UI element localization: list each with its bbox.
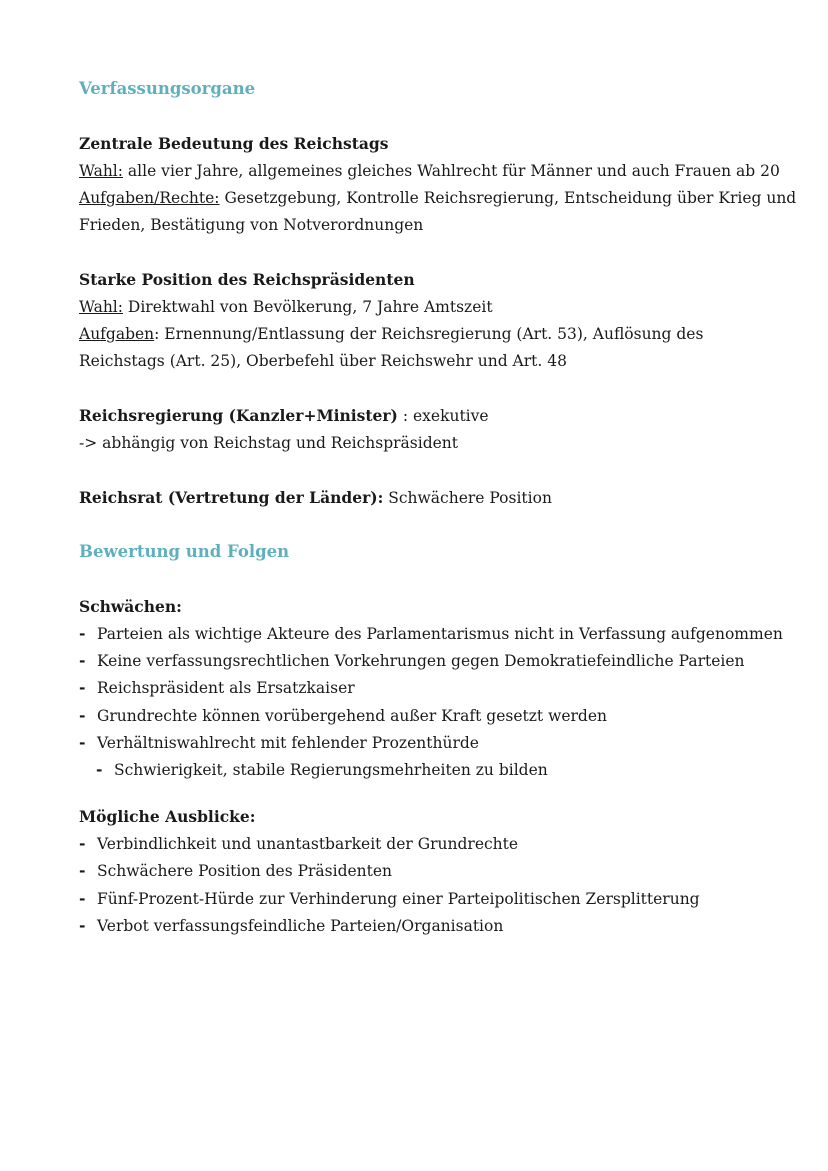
regierung-detail: -> abhängig von Reichstag und Reichspräsident bbox=[79, 434, 459, 452]
reichstag-wahl bbox=[79, 161, 780, 181]
reichstag-wahl-label: Wahl: bbox=[79, 162, 123, 180]
praesident-aufgaben-label: Aufgaben bbox=[79, 325, 155, 343]
reichsrat-title: Reichsrat (Vertretung der Länder): bbox=[79, 488, 384, 507]
section-heading-verfassungsorgane: Verfassungsorgane bbox=[79, 79, 256, 98]
bullet-dash: - bbox=[79, 890, 86, 908]
reichstag-title: Zentrale Bedeutung des Reichstags bbox=[79, 134, 389, 153]
section-heading-bewertung: Bewertung und Folgen bbox=[79, 542, 290, 561]
regierung-text: : exekutive bbox=[397, 407, 489, 425]
praesident-wahl bbox=[79, 297, 493, 317]
bullet-dash: - bbox=[79, 917, 86, 935]
reichsrat-line bbox=[79, 488, 552, 508]
bullet-dash: - bbox=[79, 734, 86, 752]
bullet-dash: - bbox=[79, 625, 86, 643]
praesident-aufgaben-cont: Reichstags (Art. 25), Oberbefehl über Reichswehr und Art. 48 bbox=[79, 352, 567, 370]
list-item: - Verbindlichkeit und unantastbarkeit der Grundrechte bbox=[79, 835, 519, 853]
list-item: - Fünf-Prozent-Hürde zur Verhinderung einer Parteipolitischen Zersplitterung bbox=[79, 890, 700, 908]
list-item: - Parteien als wichtige Akteure des Parlamentarismus nicht in Verfassung aufgenommen bbox=[79, 625, 783, 643]
praesident-wahl-text: Direktwahl von Bevölkerung, 7 Jahre Amtszeit bbox=[123, 298, 493, 316]
bullet-dash: - bbox=[79, 835, 86, 853]
regierung-line bbox=[79, 406, 489, 426]
schwaechen-title: Schwächen: bbox=[79, 597, 182, 616]
list-item: - Reichspräsident als Ersatzkaiser bbox=[79, 679, 355, 697]
bullet-dash: - bbox=[79, 862, 86, 880]
list-item: - Verhältniswahlrecht mit fehlender Prozenthürde bbox=[79, 734, 479, 752]
sub-list-item: - Schwierigkeit, stabile Regierungsmehrheiten zu bilden bbox=[96, 761, 548, 779]
list-item: - Grundrechte können vorübergehend außer Kraft gesetzt werden bbox=[79, 707, 608, 725]
praesident-aufgaben bbox=[79, 324, 703, 344]
ausblicke-title: Mögliche Ausblicke: bbox=[79, 807, 256, 826]
praesident-wahl-label: Wahl: bbox=[79, 298, 123, 316]
reichstag-aufgaben bbox=[79, 188, 796, 208]
reichsrat-text: Schwächere Position bbox=[383, 489, 552, 507]
reichstag-aufgaben-cont: Frieden, Bestätigung von Notverordnungen bbox=[79, 216, 424, 234]
bullet-dash: - bbox=[79, 679, 86, 697]
bullet-dash: - bbox=[79, 652, 86, 670]
bullet-dash: - bbox=[79, 707, 86, 725]
regierung-title: Reichsregierung (Kanzler+Minister) bbox=[79, 406, 398, 425]
praesident-title: Starke Position des Reichspräsidenten bbox=[79, 270, 415, 289]
bullet-dash: - bbox=[96, 761, 103, 779]
reichstag-wahl-text: alle vier Jahre, allgemeines gleiches Wahlrecht für Männer und auch Frauen ab 20 bbox=[123, 162, 780, 180]
list-item: - Schwächere Position des Präsidenten bbox=[79, 862, 393, 880]
reichstag-aufgaben-text: Gesetzgebung, Kontrolle Reichsregierung, Entscheidung über Krieg und bbox=[219, 189, 797, 207]
list-item: - Verbot verfassungsfeindliche Parteien/Organisation bbox=[79, 917, 504, 935]
praesident-aufgaben-text: : Ernennung/Entlassung der Reichsregierung (Art. 53), Auflösung des bbox=[154, 325, 704, 343]
list-item: - Keine verfassungsrechtlichen Vorkehrungen gegen Demokratiefeindliche Parteien bbox=[79, 652, 745, 670]
reichstag-aufgaben-label: Aufgaben/Rechte: bbox=[79, 189, 220, 207]
